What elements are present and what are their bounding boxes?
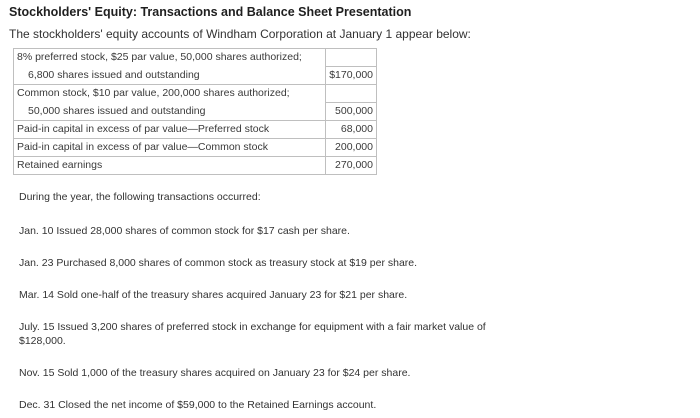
table-cell-amount: $170,000 bbox=[326, 67, 377, 85]
table-cell-description: 50,000 shares issued and outstanding bbox=[14, 103, 326, 121]
transaction-item: Jan. 10 Issued 28,000 shares of common stock for $17 cash per share. bbox=[19, 225, 350, 237]
table-row bbox=[14, 67, 377, 85]
table-row bbox=[14, 139, 377, 157]
table-row bbox=[14, 49, 377, 67]
table-cell-amount: 200,000 bbox=[326, 139, 377, 157]
table-cell-description: Retained earnings bbox=[14, 157, 326, 175]
table-cell-description: 8% preferred stock, $25 par value, 50,000 shares authorized; bbox=[14, 49, 326, 67]
table-cell-description: 6,800 shares issued and outstanding bbox=[14, 67, 326, 85]
table-row bbox=[14, 121, 377, 139]
transaction-item: Mar. 14 Sold one-half of the treasury shares acquired January 23 for $21 per share. bbox=[19, 289, 408, 301]
table-cell-description: Paid-in capital in excess of par value—Preferred stock bbox=[14, 121, 326, 139]
table-cell-description: Paid-in capital in excess of par value—Common stock bbox=[14, 139, 326, 157]
transaction-item: Nov. 15 Sold 1,000 of the treasury shares acquired on January 23 for $24 per share. bbox=[19, 367, 411, 379]
transactions-intro: During the year, the following transactions occurred: bbox=[19, 191, 261, 203]
page-title: Stockholders' Equity: Transactions and Balance Sheet Presentation bbox=[9, 5, 412, 19]
transaction-item: July. 15 Issued 3,200 shares of preferred stock in exchange for equipment with a fair market value of $128,000. bbox=[19, 321, 486, 347]
equity-table bbox=[13, 48, 377, 175]
table-cell-description: Common stock, $10 par value, 200,000 shares authorized; bbox=[14, 85, 326, 103]
table-cell-amount: 500,000 bbox=[326, 103, 377, 121]
table-cell-amount: 68,000 bbox=[326, 121, 377, 139]
table-cell-amount: 270,000 bbox=[326, 157, 377, 175]
transaction-item: Dec. 31 Closed the net income of $59,000 to the Retained Earnings account. bbox=[19, 399, 377, 411]
table-row bbox=[14, 103, 377, 121]
intro-text: The stockholders' equity accounts of Windham Corporation at January 1 appear below: bbox=[9, 27, 471, 41]
table-row bbox=[14, 85, 377, 103]
table-row bbox=[14, 157, 377, 175]
transaction-item: Jan. 23 Purchased 8,000 shares of common stock as treasury stock at $19 per share. bbox=[19, 257, 418, 269]
